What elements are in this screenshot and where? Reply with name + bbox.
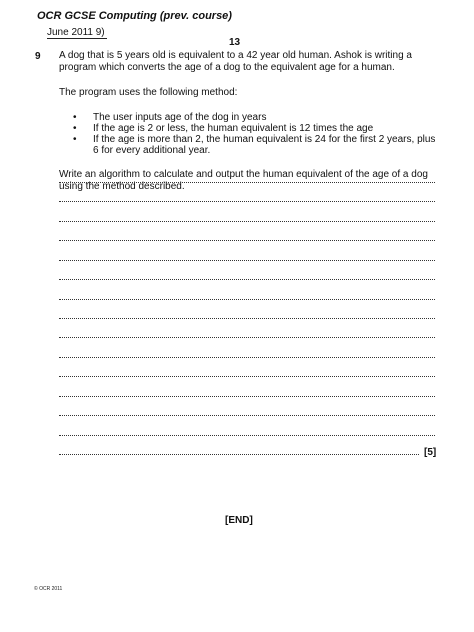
answer-line bbox=[59, 331, 435, 338]
answer-line bbox=[59, 273, 435, 280]
task-instruction: Write an algorithm to calculate and output the human equivalent of the age of a dog using the method described. bbox=[59, 169, 428, 192]
answer-line bbox=[59, 429, 435, 436]
answer-line bbox=[59, 390, 435, 397]
method-list bbox=[59, 112, 439, 156]
copyright-notice: © OCR 2011 bbox=[34, 586, 63, 592]
answer-line bbox=[59, 254, 435, 261]
answer-line bbox=[59, 234, 435, 241]
question-intro: A dog that is 5 years old is equivalent to a 42 year old human. Ashok is writing a program which converts the age of a dog to the equivalent age for a human. bbox=[59, 50, 412, 73]
answer-line bbox=[59, 448, 419, 455]
end-marker: [END] bbox=[225, 515, 253, 526]
question-number: 9 bbox=[35, 51, 41, 62]
answer-line bbox=[59, 195, 435, 202]
page-number: 13 bbox=[229, 37, 241, 48]
bullet-icon: • bbox=[73, 112, 77, 123]
bullet-icon: • bbox=[73, 134, 77, 145]
method-item: • The user inputs age of the dog in years bbox=[73, 112, 267, 123]
bullet-icon: • bbox=[73, 123, 77, 134]
exam-reference: June 2011 9) bbox=[47, 27, 105, 38]
method-item: • If the age is more than 2, the human equivalent is 24 for the first 2 years, plus 6 for every additional year. bbox=[73, 134, 436, 156]
answer-line bbox=[59, 351, 435, 358]
answer-line bbox=[59, 370, 435, 377]
method-intro: The program uses the following method: bbox=[59, 87, 238, 98]
answer-line bbox=[59, 293, 435, 300]
answer-line bbox=[59, 215, 435, 222]
answer-line bbox=[59, 176, 435, 183]
answer-line bbox=[59, 312, 435, 319]
answer-line bbox=[59, 409, 435, 416]
method-item: • If the age is 2 or less, the human equivalent is 12 times the age bbox=[73, 123, 374, 134]
course-title: OCR GCSE Computing (prev. course) bbox=[37, 10, 232, 22]
marks-label: [5] bbox=[424, 447, 437, 458]
